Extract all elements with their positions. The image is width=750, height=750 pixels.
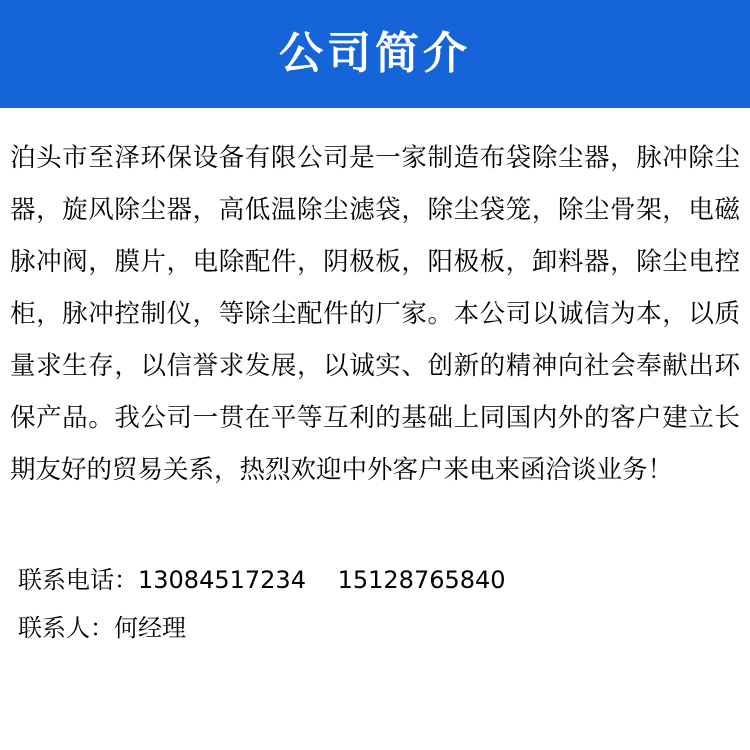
contact-person-line: 联系人：何经理 [18,614,186,642]
content-area [0,108,750,652]
bottom-spacer [0,652,750,712]
contact-block [8,556,742,652]
contact-phone-line: 联系电话：13084517234 15128765840 [18,566,506,594]
page-header-band [0,0,750,108]
company-description-paragraph: 泊头市至泽环保设备有限公司是一家制造布袋除尘器，脉冲除尘器，旋风除尘器，高低温除尘滤袋，除尘袋笼，除尘骨架，电磁脉冲阀，膜片，电除配件，阴极板，阳极板，卸料器，除尘电控柜，脉冲控制仪，等除尘配件的厂家。本公司以诚信为本，以质量求生存，以信誉求发展，以诚实、创新的精神向社会奉献出环保产品。我公司一贯在平等互利的基础上同国内外的客户建立长期友好的贸易关系，热烈欢迎中外客户来电来函洽谈业务！ [10,143,740,485]
page-title: 公司简介 [279,28,471,79]
